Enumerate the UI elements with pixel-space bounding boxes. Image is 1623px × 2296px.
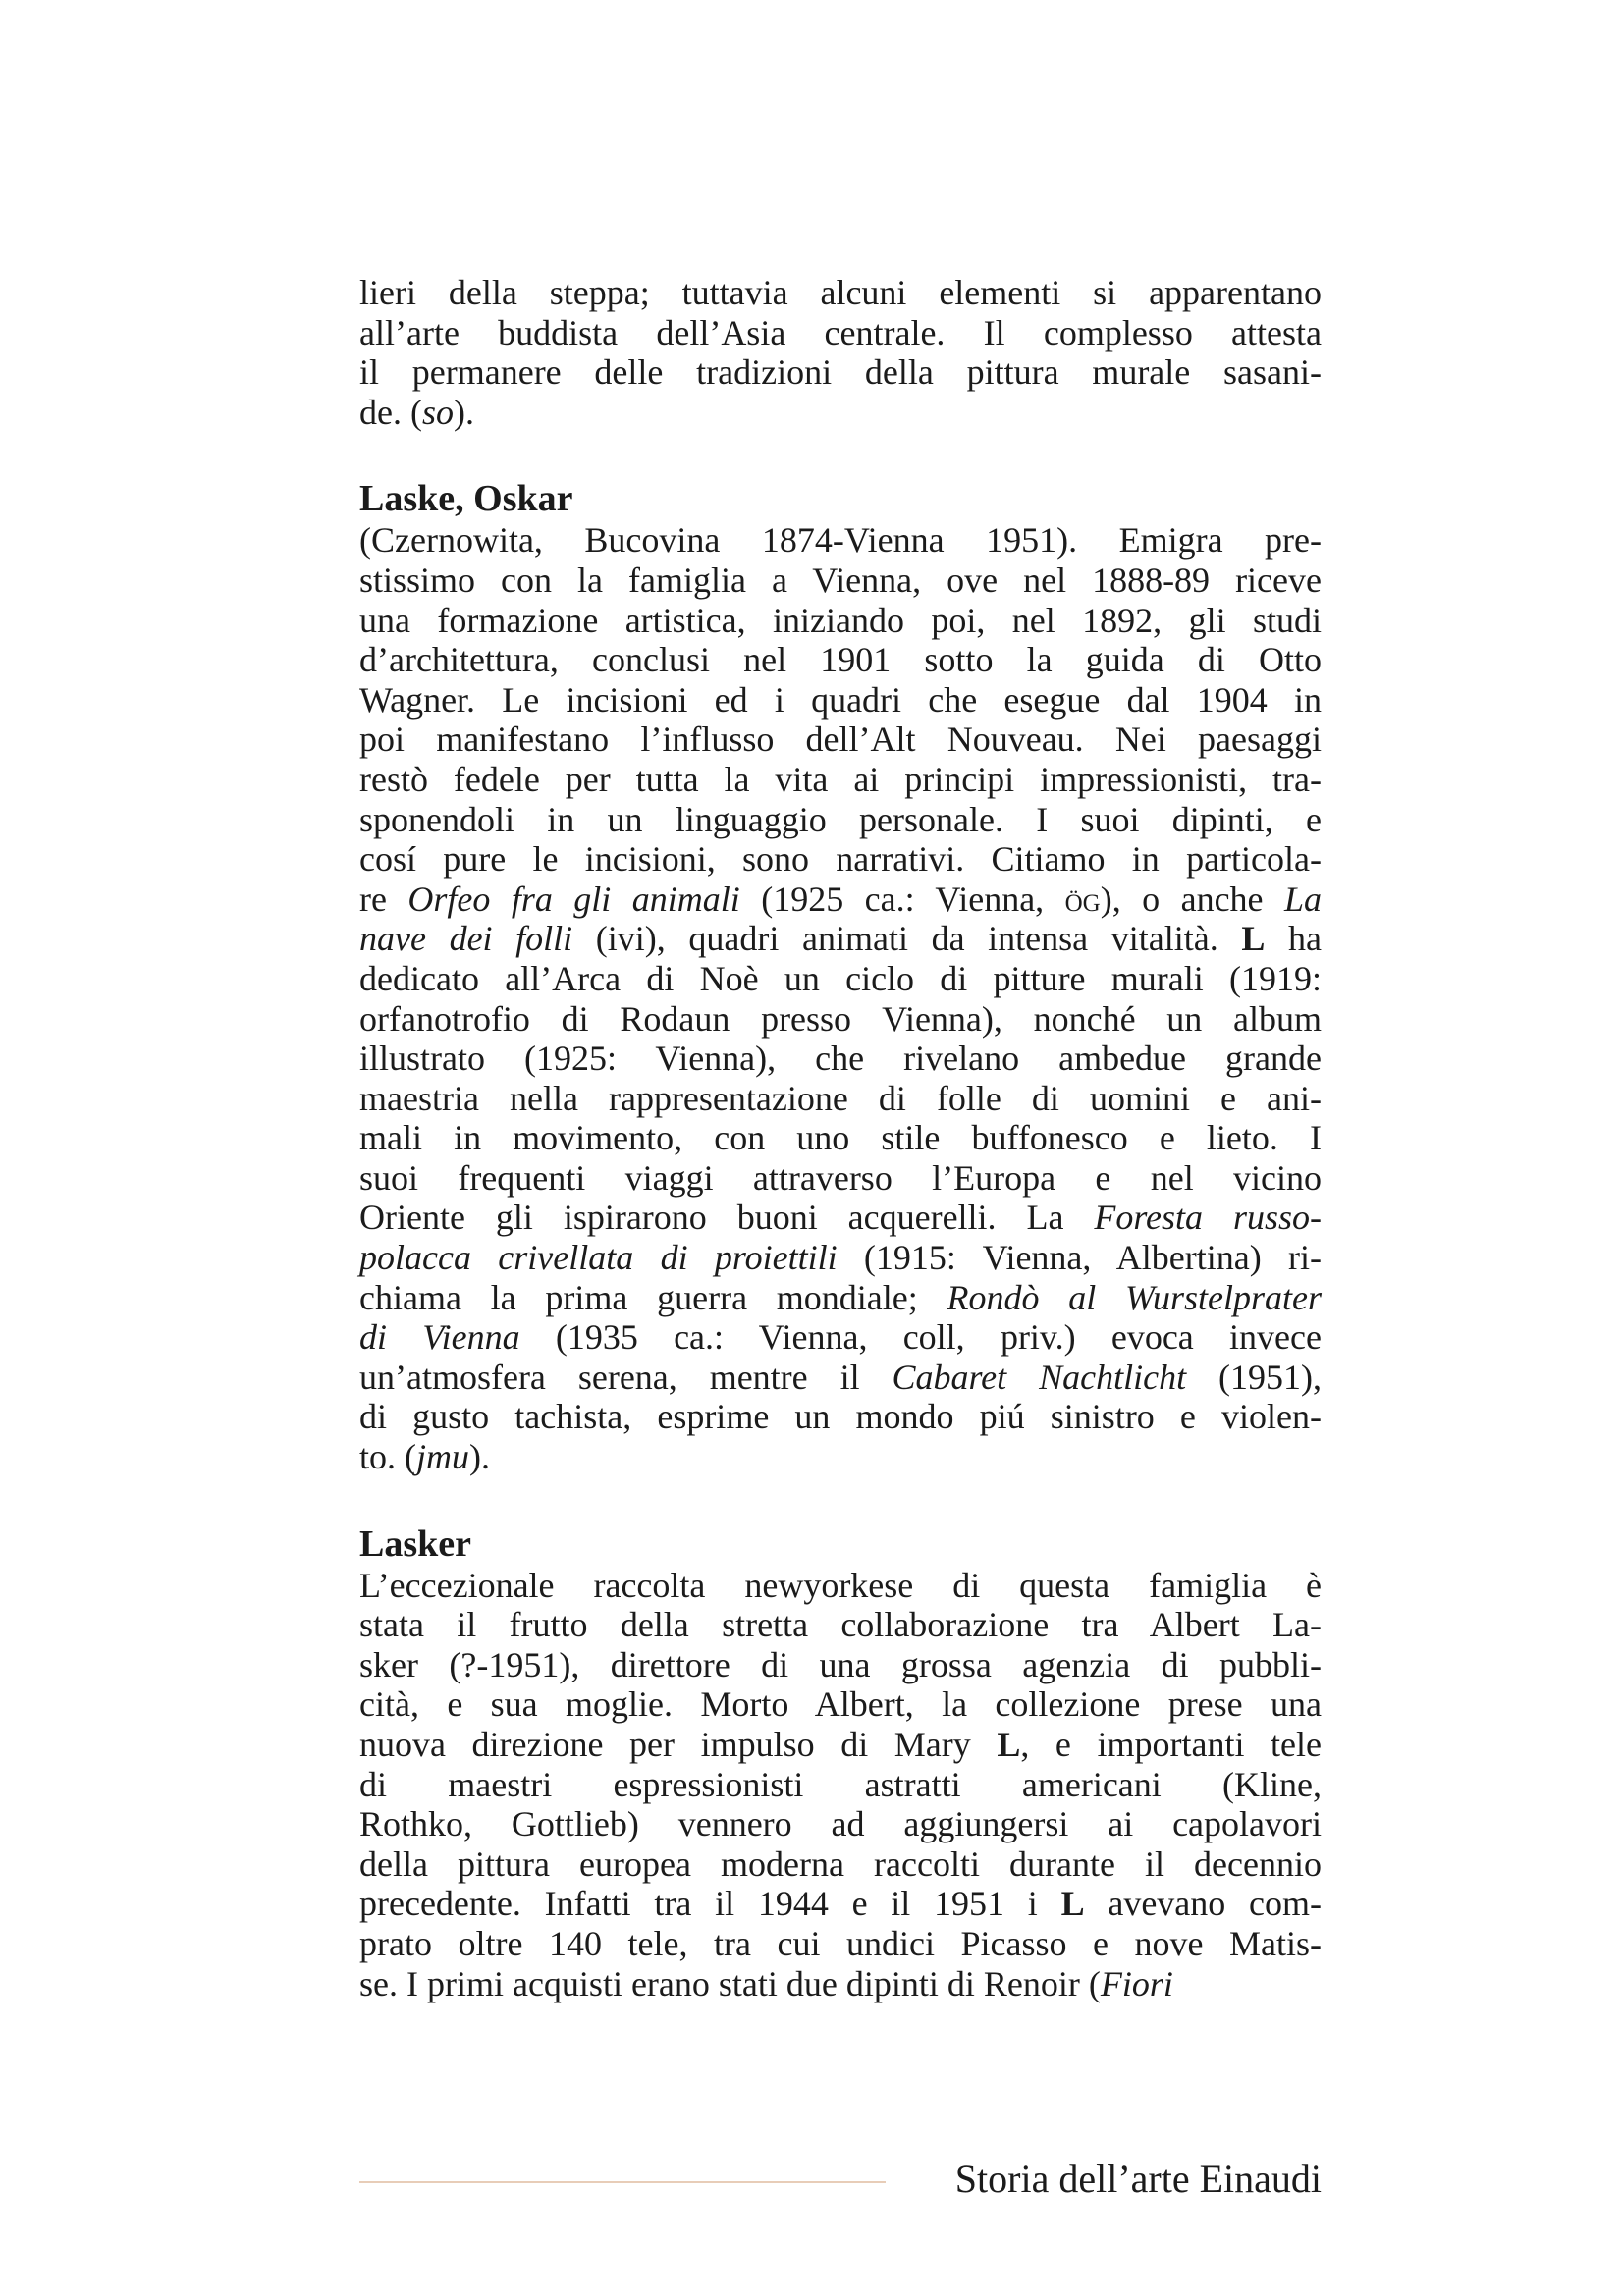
text-line: d’architettura, conclusi nel 1901 sotto la guida di Otto <box>359 640 1322 680</box>
text-line: stata il frutto della stretta collaborazione tra Albert La- <box>359 1605 1322 1645</box>
text-line: di maestri espressionisti astratti americani (Kline, <box>359 1764 1322 1804</box>
text-line: Rothko, Gottlieb) vennero ad aggiungersi ai capolavori <box>359 1804 1322 1844</box>
text-line: nuova direzione per impulso di Mary L, e importanti tele <box>359 1725 1322 1764</box>
intro-paragraph <box>359 273 1322 432</box>
text-line: de. (so). <box>359 392 474 432</box>
text-line: di gusto tachista, esprime un mondo piú sinistro e violen- <box>359 1397 1322 1437</box>
footer-publisher: Storia dell’arte Einaudi <box>954 2157 1322 2201</box>
text-line: sponendoli in un linguaggio personale. I suoi dipinti, e <box>359 799 1322 839</box>
text-line: precedente. Infatti tra il 1944 e il 1951 i L avevano com- <box>359 1884 1323 1924</box>
text-line: re Orfeo fra gli animali (1925 ca.: Vienna, ög), o anche La <box>359 879 1323 919</box>
text-line: della pittura europea moderna raccolti durante il decennio <box>359 1843 1322 1884</box>
entry-body-lasker <box>359 1566 1322 2004</box>
text-line: il permanere delle tradizioni della pittura murale sasani- <box>359 352 1322 393</box>
entry-heading-lasker: Lasker <box>359 1522 471 1565</box>
section-gap <box>359 1477 1322 1522</box>
section-gap <box>359 432 1322 477</box>
text-line: Wagner. Le incisioni ed i quadri che esegue dal 1904 in <box>359 679 1322 720</box>
text-line: cità, e sua moglie. Morto Albert, la collezione prese una <box>359 1684 1322 1725</box>
text-line: to. (jmu). <box>359 1437 490 1477</box>
text-line: (Czernowita, Bucovina 1874-Vienna 1951). Emigra pre- <box>359 520 1322 561</box>
text-line: una formazione artistica, iniziando poi, nel 1892, gli studi <box>359 600 1322 640</box>
text-line: prato oltre 140 tele, tra cui undici Picasso e nove Matis- <box>359 1923 1322 1963</box>
text-line: poi manifestano l’influsso dell’Alt Nouveau. Nei paesaggi <box>359 720 1322 760</box>
text-line: chiama la prima guerra mondiale; Rondò al Wurstelprater <box>359 1277 1322 1317</box>
text-line: mali in movimento, con uno stile buffonesco e lieto. I <box>359 1118 1322 1158</box>
footer-rule <box>359 2181 886 2183</box>
text-line: sker (?-1951), direttore di una grossa agenzia di pubbli- <box>359 1644 1322 1684</box>
text-line: suoi frequenti viaggi attraverso l’Europa e nel vicino <box>359 1157 1322 1198</box>
text-line: cosí pure le incisioni, sono narrativi. Citiamo in particola- <box>359 839 1322 880</box>
page-body <box>359 273 1322 2003</box>
text-line: L’eccezionale raccolta newyorkese di questa famiglia è <box>359 1565 1322 1605</box>
entry-heading-laske: Laske, Oskar <box>359 478 573 520</box>
entry-body-laske <box>359 520 1322 1476</box>
text-line: Oriente gli ispirarono buoni acquerelli. La Foresta russo- <box>359 1198 1322 1238</box>
text-line: all’arte buddista dell’Asia centrale. Il complesso attesta <box>359 312 1322 352</box>
text-line: dedicato all’Arca di Noè un ciclo di pitture murali (1919: <box>359 958 1322 998</box>
text-line: stissimo con la famiglia a Vienna, ove nel 1888-89 riceve <box>359 560 1322 600</box>
text-line: lieri della steppa; tuttavia alcuni elementi si apparentano <box>359 273 1322 312</box>
text-line: illustrato (1925: Vienna), che rivelano ambedue grande <box>359 1039 1322 1079</box>
text-line: orfanotrofio di Rodaun presso Vienna), nonché un album <box>359 998 1322 1039</box>
text-line: polacca crivellata di proiettili (1915: Vienna, Albertina) ri- <box>359 1238 1322 1278</box>
text-line: restò fedele per tutta la vita ai principi impressionisti, tra- <box>359 759 1322 799</box>
text-line: di Vienna (1935 ca.: Vienna, coll, priv.) evoca invece <box>359 1317 1322 1358</box>
text-line: nave dei folli (ivi), quadri animati da intensa vitalità. L ha <box>359 919 1322 959</box>
text-line: se. I primi acquisti erano stati due dipinti di Renoir (Fiori <box>359 1963 1173 2003</box>
text-line: un’atmosfera serena, mentre il Cabaret Nachtlicht (1951), <box>359 1357 1322 1397</box>
text-line: maestria nella rappresentazione di folle di uomini e ani- <box>359 1078 1322 1118</box>
